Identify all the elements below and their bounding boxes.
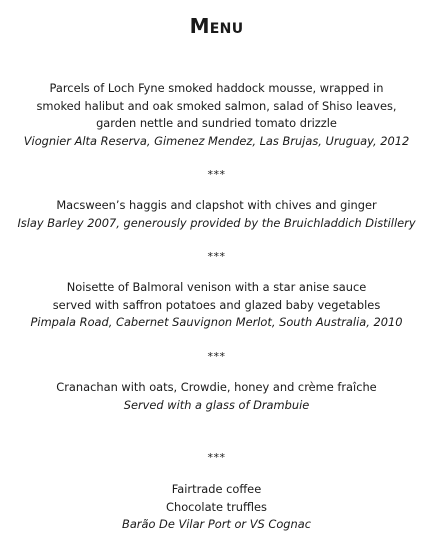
coffee-line-2: Chocolate truffles	[166, 499, 267, 514]
starter-line-2: smoked halibut and oak smoked salmon, salad of Shiso leaves,	[36, 98, 397, 113]
course-coffee	[0, 481, 433, 534]
main-line-1: Noisette of Balmoral venison with a star anise sauce	[66, 280, 367, 294]
separator-1: ***	[207, 168, 226, 181]
main-line-2: served with saffron potatoes and glazed baby vegetables	[52, 297, 381, 312]
starter-wine: Viognier Alta Reserva, Gimenez Mendez, Las Brujas, Uruguay, 2012	[23, 133, 410, 148]
coffee-line-1: Fairtrade coffee	[171, 482, 262, 496]
course-starter	[0, 80, 433, 150]
dessert-line-1: Cranachan with oats, Crowdie, honey and crème fraîche	[56, 380, 377, 394]
haggis-line-1: Macsween’s haggis and clapshot with chives and ginger	[56, 198, 377, 212]
haggis-wine: Islay Barley 2007, generously provided by the Bruichladdich Distillery	[17, 215, 416, 230]
separator-4: ***	[207, 451, 226, 464]
starter-line-3: garden nettle and sundried tomato drizzle	[96, 116, 337, 131]
course-main	[0, 279, 433, 332]
starter-line-1: Parcels of Loch Fyne smoked haddock mousse, wrapped in	[49, 81, 384, 95]
dessert-wine: Served with a glass of Drambuie	[123, 397, 310, 412]
separator-2: ***	[207, 250, 226, 263]
course-haggis	[0, 197, 433, 232]
separator-3: ***	[207, 350, 226, 363]
main-wine: Pimpala Road, Cabernet Sauvignon Merlot, South Australia, 2010	[30, 315, 403, 330]
menu-title: Menu	[189, 14, 244, 38]
coffee-digestif: Barão De Vilar Port or VS Cognac	[122, 517, 311, 532]
course-dessert	[0, 379, 433, 414]
